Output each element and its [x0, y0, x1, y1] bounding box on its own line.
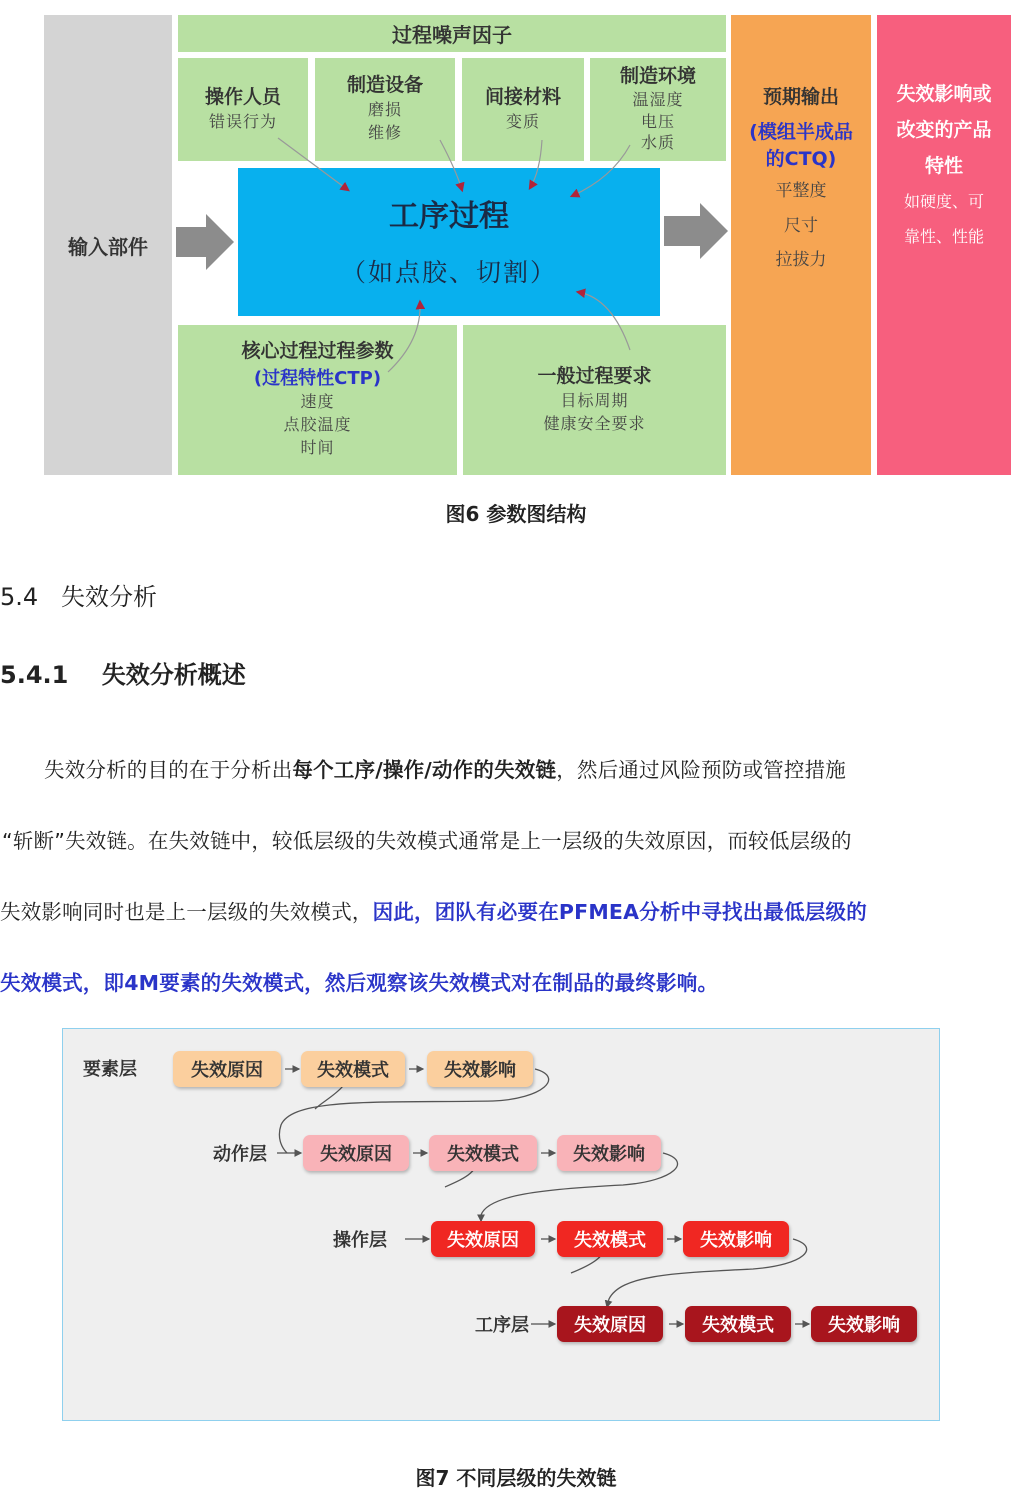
output-ctq-line1: (模组半成品	[749, 120, 853, 143]
figure6-caption: 图6 参数图结构	[445, 502, 587, 526]
output-title: 预期输出	[762, 85, 839, 108]
core-title: 核心过程过程参数	[241, 340, 394, 363]
paragraph-line-2: “斩断”失效链。在失效链中，较低层级的失效模式通常是上一层级的失效原因，而较低层级的	[2, 829, 852, 853]
output-ctq-line2: 的CTQ)	[765, 148, 837, 171]
section-heading: 5.4 失效分析	[0, 583, 158, 611]
effect-title: 失效影响或 改变的产品 特性	[896, 82, 992, 177]
subsection-heading: 5.4.1 失效分析概述	[0, 661, 246, 689]
level-label-operation: 操作层	[333, 1230, 387, 1251]
element-failure-cause: 失效原因	[173, 1051, 281, 1087]
figure7-caption: 图7 不同层级的失效链	[415, 1466, 617, 1490]
element-failure-mode: 失效模式	[301, 1051, 405, 1087]
element-failure-effect: 失效影响	[427, 1051, 533, 1087]
input-label: 输入部件	[68, 234, 148, 259]
process-title: 工序过程	[389, 199, 509, 234]
output-arrow-icon	[664, 203, 728, 259]
general-sub: 目标周期 健康安全要求	[543, 390, 646, 433]
paragraph-line-4: 失效模式，即4M要素的失效模式，然后观察该失效模式对在制品的最终影响。	[0, 971, 719, 995]
process-failure-effect: 失效影响	[811, 1306, 917, 1342]
action-failure-cause: 失效原因	[303, 1135, 409, 1171]
effect-sub: 如硬度、可 靠性、性能	[903, 191, 984, 247]
noise-equipment-sub: 磨损 维修	[367, 100, 402, 143]
operation-failure-effect: 失效影响	[683, 1221, 789, 1257]
output-items: 平整度 尺寸 拉拔力	[775, 180, 827, 271]
action-failure-mode: 失效模式	[429, 1135, 537, 1171]
noise-environment-title: 制造环境	[619, 65, 696, 88]
level-label-element: 要素层	[83, 1059, 137, 1080]
noise-equipment-title: 制造设备	[346, 74, 423, 97]
noise-material-sub: 变质	[505, 111, 540, 131]
operation-failure-cause: 失效原因	[431, 1221, 535, 1257]
paragraph-line-3: 失效影响同时也是上一层级的失效模式，因此，团队有必要在PFMEA分析中寻找出最低层级的	[0, 900, 867, 924]
core-ctp: (过程特性CTP)	[253, 368, 382, 390]
paragraph-line-1: 失效分析的目的在于分析出每个工序/操作/动作的失效链，然后通过风险预防或管控措施	[44, 758, 846, 782]
general-title: 一般过程要求	[537, 364, 652, 387]
process-failure-mode: 失效模式	[685, 1306, 791, 1342]
noise-title: 过程噪声因子	[392, 23, 512, 47]
level-label-process: 工序层	[475, 1315, 529, 1336]
process-failure-cause: 失效原因	[557, 1306, 663, 1342]
core-sub: 速度 点胶温度 时间	[283, 392, 352, 458]
noise-environment-sub: 温湿度 电压 水质	[632, 89, 684, 153]
action-failure-effect: 失效影响	[557, 1135, 661, 1171]
diagram-arrows	[0, 0, 1032, 500]
operation-failure-mode: 失效模式	[557, 1221, 663, 1257]
process-subtitle: （如点胶、切割）	[340, 258, 557, 287]
noise-material-title: 间接材料	[484, 86, 561, 109]
failure-chain-diagram	[62, 1028, 940, 1421]
noise-operator-title: 操作人员	[204, 86, 281, 109]
input-arrow-icon	[176, 214, 234, 270]
noise-operator-sub: 错误行为	[208, 111, 277, 131]
level-label-action: 动作层	[213, 1144, 267, 1165]
